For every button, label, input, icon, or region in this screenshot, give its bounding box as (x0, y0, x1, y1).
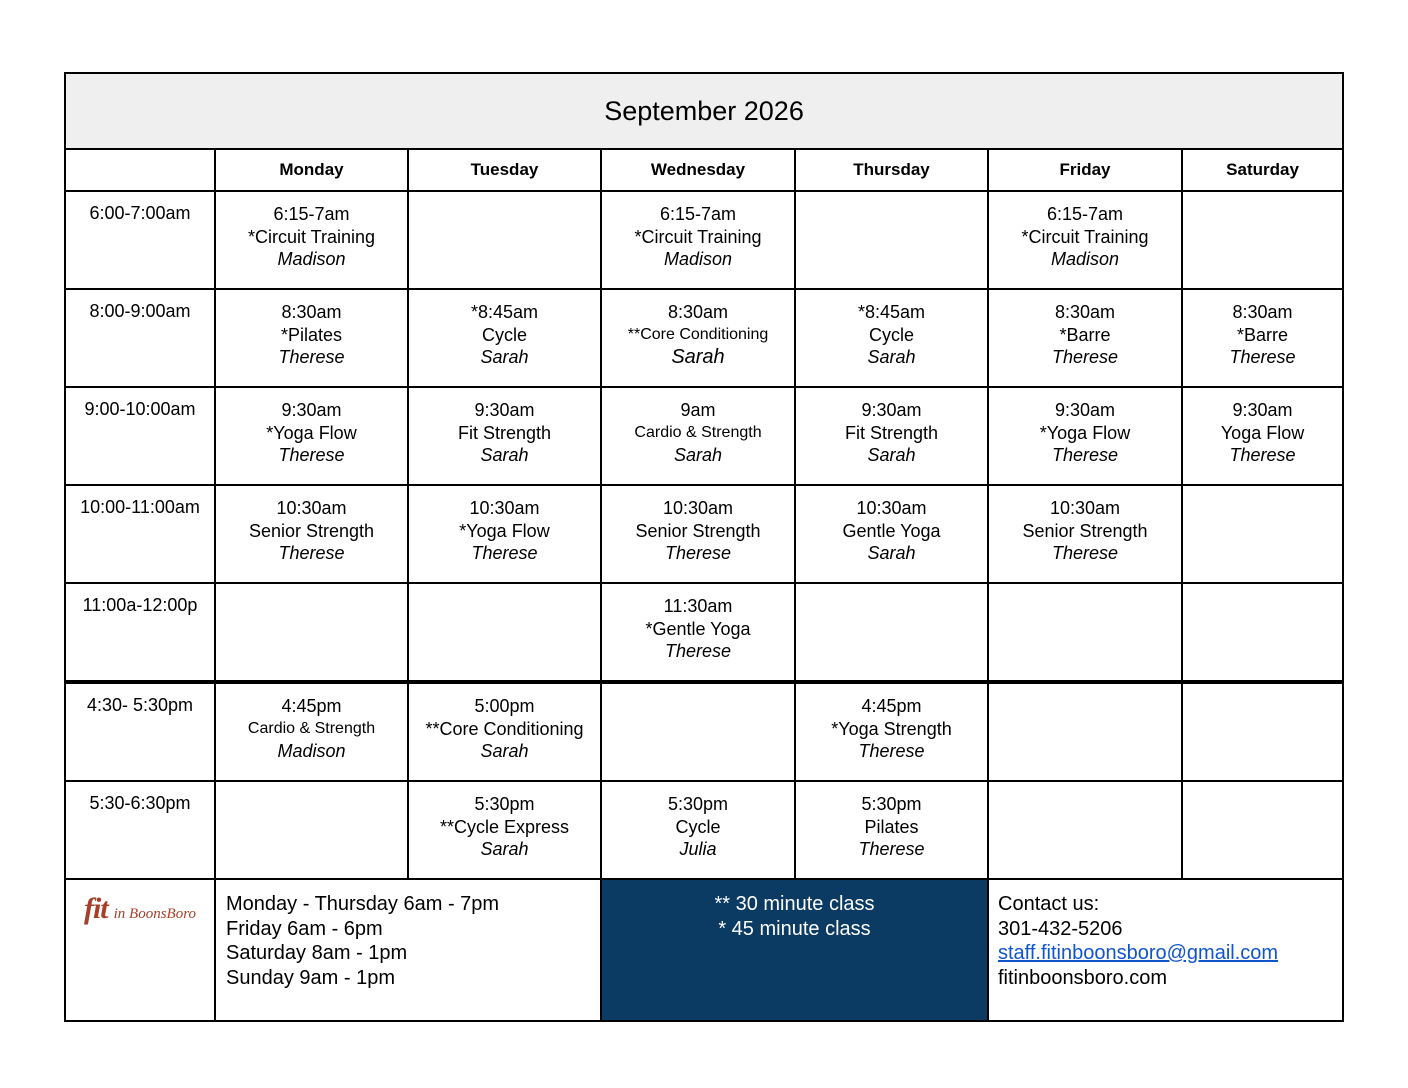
class-instructor: Therese (664, 543, 732, 563)
class-instructor: Sarah (671, 346, 725, 368)
hours-line: Saturday 8am - 1pm (226, 942, 408, 964)
class-entry (796, 782, 987, 861)
day-header-wednesday: Wednesday (601, 149, 795, 191)
time-slot-label: 11:00a-12:00p (65, 583, 215, 682)
class-entry (796, 684, 987, 763)
class-name: **Core Conditioning (425, 718, 584, 739)
class-entry (602, 782, 794, 861)
day-header-friday: Friday (988, 149, 1182, 191)
class-time: 5:30pm (474, 794, 535, 814)
class-entry (796, 290, 987, 369)
class-instructor: Sarah (673, 445, 723, 465)
time-slot-row (65, 191, 1343, 289)
class-entry (409, 388, 600, 467)
class-name: *Barre (1059, 324, 1111, 345)
time-slot-label: 10:00-11:00am (65, 485, 215, 583)
class-entry (409, 290, 600, 369)
class-name: **Core Conditioning (627, 325, 769, 343)
class-time: 4:45pm (281, 696, 342, 716)
class-instructor: Sarah (480, 347, 529, 367)
class-instructor: Therese (1229, 445, 1296, 465)
time-slot-label: 6:00-7:00am (65, 191, 215, 289)
class-time: 5:00pm (474, 696, 535, 716)
day-header-thursday: Thursday (795, 149, 988, 191)
class-time: 10:30am (276, 498, 347, 518)
class-cell-saturday (1182, 682, 1343, 781)
class-cell-thursday (795, 583, 988, 682)
class-cell-thursday (795, 289, 988, 387)
class-name: *Yoga Flow (459, 520, 550, 541)
class-time: 8:30am (1232, 302, 1293, 322)
class-entry (989, 290, 1181, 369)
class-entry (989, 388, 1181, 467)
class-instructor: Therese (278, 445, 345, 465)
class-cell-thursday (795, 191, 988, 289)
class-instructor: Therese (1229, 347, 1296, 367)
schedule-body (65, 191, 1343, 879)
class-entry (989, 486, 1181, 565)
class-name: *Yoga Flow (1039, 422, 1131, 443)
class-time: 10:30am (469, 498, 540, 518)
class-instructor: Sarah (480, 839, 529, 859)
class-name: Cycle (675, 816, 721, 837)
class-time: 9:30am (1054, 400, 1116, 420)
class-time: 6:15-7am (659, 204, 737, 224)
class-name: Fit Strength (844, 422, 939, 443)
class-time: 9:30am (861, 400, 922, 420)
class-entry (409, 684, 600, 763)
class-time: 5:30pm (667, 794, 729, 814)
legend-cell (601, 879, 988, 1021)
class-time: *8:45am (470, 302, 539, 322)
class-cell-monday (215, 781, 408, 879)
contact-website: fitinboonsboro.com (998, 966, 1167, 989)
class-cell-thursday (795, 485, 988, 583)
class-cell-thursday (795, 387, 988, 485)
schedule-title: September 2026 (65, 73, 1343, 149)
class-name: *Barre (1237, 324, 1289, 345)
time-slot-row (65, 682, 1343, 781)
footer-row (65, 879, 1343, 1021)
logo-mark: fit (83, 892, 108, 925)
class-entry (602, 192, 794, 271)
class-time: 9am (680, 400, 716, 420)
class-time: 6:15-7am (1046, 204, 1124, 224)
class-cell-friday (988, 191, 1182, 289)
class-cell-friday (988, 485, 1182, 583)
class-name: *Gentle Yoga (645, 618, 751, 639)
class-name: *Circuit Training (1021, 226, 1149, 247)
class-cell-thursday (795, 682, 988, 781)
class-time: *8:45am (857, 302, 926, 322)
class-entry (602, 290, 794, 369)
class-instructor: Sarah (867, 445, 916, 465)
class-entry (216, 192, 407, 271)
class-time: 8:30am (667, 302, 729, 322)
class-name: Senior Strength (1022, 520, 1148, 541)
class-name: Gentle Yoga (842, 520, 941, 541)
class-time: 6:15-7am (273, 204, 350, 224)
class-time: 9:30am (281, 400, 342, 420)
class-instructor: Therese (471, 543, 538, 563)
fit-in-boonsboro-logo (84, 892, 196, 926)
time-slot-row (65, 289, 1343, 387)
class-cell-monday (215, 583, 408, 682)
class-name: *Pilates (280, 324, 343, 345)
class-cell-monday (215, 289, 408, 387)
schedule-table (64, 72, 1344, 1022)
class-cell-wednesday (601, 682, 795, 781)
class-instructor: Therese (278, 347, 345, 367)
class-instructor: Sarah (480, 445, 529, 465)
class-cell-monday (215, 682, 408, 781)
class-entry (1183, 388, 1342, 467)
class-name: Senior Strength (248, 520, 375, 541)
class-time: 8:30am (1054, 302, 1116, 322)
class-name: Cycle (868, 324, 914, 345)
class-cell-tuesday (408, 781, 601, 879)
legend-45-minute: * 45 minute class (718, 917, 871, 940)
class-entry (216, 684, 407, 763)
class-time: 10:30am (856, 498, 927, 518)
class-name: Cardio & Strength (247, 719, 376, 737)
time-slot-label: 5:30-6:30pm (65, 781, 215, 879)
class-cell-wednesday (601, 485, 795, 583)
class-cell-tuesday (408, 289, 601, 387)
class-time: 10:30am (1049, 498, 1121, 518)
class-instructor: Sarah (867, 543, 916, 563)
class-cell-saturday (1182, 191, 1343, 289)
class-name: **Cycle Express (439, 816, 570, 837)
class-cell-wednesday (601, 387, 795, 485)
class-cell-friday (988, 289, 1182, 387)
class-instructor: Therese (664, 641, 732, 661)
day-header-saturday: Saturday (1182, 149, 1343, 191)
class-cell-monday (215, 191, 408, 289)
class-instructor: Therese (1051, 445, 1119, 465)
class-name: Cardio & Strength (634, 423, 762, 441)
class-cell-tuesday (408, 387, 601, 485)
class-entry (1183, 290, 1342, 369)
class-cell-tuesday (408, 191, 601, 289)
class-name: Pilates (864, 816, 919, 837)
class-instructor: Madison (1050, 249, 1120, 269)
contact-cell (988, 879, 1343, 1021)
class-time: 11:30am (663, 596, 733, 616)
legend-30-minute: ** 30 minute class (714, 893, 875, 915)
contact-label: Contact us: (998, 893, 1100, 915)
class-cell-friday (988, 583, 1182, 682)
class-cell-tuesday (408, 583, 601, 682)
time-slot-label: 8:00-9:00am (65, 289, 215, 387)
class-entry (796, 486, 987, 565)
day-header-row (65, 149, 1343, 191)
class-name: *Yoga Flow (266, 422, 357, 443)
class-entry (409, 486, 600, 565)
class-cell-wednesday (601, 781, 795, 879)
class-cell-tuesday (408, 485, 601, 583)
class-entry (409, 782, 600, 861)
class-entry (602, 584, 794, 663)
class-cell-wednesday (601, 191, 795, 289)
class-cell-saturday (1182, 583, 1343, 682)
class-entry (796, 388, 987, 467)
contact-phone: 301-432-5206 (998, 917, 1123, 940)
class-instructor: Sarah (480, 741, 529, 761)
class-name: Cycle (481, 324, 527, 345)
class-instructor: Sarah (867, 347, 916, 367)
class-time: 8:30am (281, 302, 342, 322)
class-time: 4:45pm (861, 696, 922, 716)
class-name: Senior Strength (635, 520, 761, 541)
time-slot-label: 9:00-10:00am (65, 387, 215, 485)
class-name: *Circuit Training (634, 226, 762, 247)
class-cell-saturday (1182, 781, 1343, 879)
class-name: *Yoga Strength (831, 718, 952, 739)
contact-email-link[interactable]: staff.fitinboonsboro@gmail.com (998, 942, 1279, 964)
time-slot-row (65, 583, 1343, 682)
hours-line: Monday - Thursday 6am - 7pm (226, 893, 500, 915)
class-time: 9:30am (474, 400, 535, 420)
class-time: 10:30am (662, 498, 734, 518)
time-slot-row (65, 387, 1343, 485)
class-instructor: Therese (858, 741, 925, 761)
class-entry (989, 192, 1181, 271)
time-slot-row (65, 781, 1343, 879)
time-slot-row (65, 485, 1343, 583)
hours-cell (215, 879, 601, 1021)
class-cell-wednesday (601, 583, 795, 682)
class-cell-saturday (1182, 289, 1343, 387)
class-entry (216, 290, 407, 369)
class-cell-friday (988, 387, 1182, 485)
class-entry (216, 388, 407, 467)
class-cell-saturday (1182, 485, 1343, 583)
class-cell-thursday (795, 781, 988, 879)
class-instructor: Therese (858, 839, 925, 859)
hours-line: Friday 6am - 6pm (226, 917, 383, 940)
class-instructor: Therese (278, 543, 345, 563)
class-entry (216, 486, 407, 565)
class-cell-tuesday (408, 682, 601, 781)
logo-cell (65, 879, 215, 1021)
day-header-tuesday: Tuesday (408, 149, 601, 191)
corner-cell (65, 149, 215, 191)
class-instructor: Madison (663, 249, 733, 269)
hours-line: Sunday 9am - 1pm (226, 966, 395, 989)
class-cell-monday (215, 485, 408, 583)
class-cell-friday (988, 781, 1182, 879)
class-entry (602, 486, 794, 565)
class-time: 5:30pm (861, 794, 922, 814)
class-time: 9:30am (1232, 400, 1293, 420)
class-instructor: Therese (1051, 543, 1119, 563)
class-name: Yoga Flow (1220, 422, 1305, 443)
class-cell-monday (215, 387, 408, 485)
class-instructor: Madison (277, 249, 346, 269)
class-instructor: Julia (679, 839, 717, 859)
class-entry (602, 388, 794, 467)
class-name: Fit Strength (457, 422, 552, 443)
logo-text: in BoonsBoro (113, 906, 197, 922)
day-header-monday: Monday (215, 149, 408, 191)
class-name: *Circuit Training (247, 226, 376, 247)
class-instructor: Madison (277, 741, 346, 761)
class-cell-wednesday (601, 289, 795, 387)
time-slot-label: 4:30- 5:30pm (65, 682, 215, 781)
class-cell-friday (988, 682, 1182, 781)
class-cell-saturday (1182, 387, 1343, 485)
class-instructor: Therese (1051, 347, 1119, 367)
